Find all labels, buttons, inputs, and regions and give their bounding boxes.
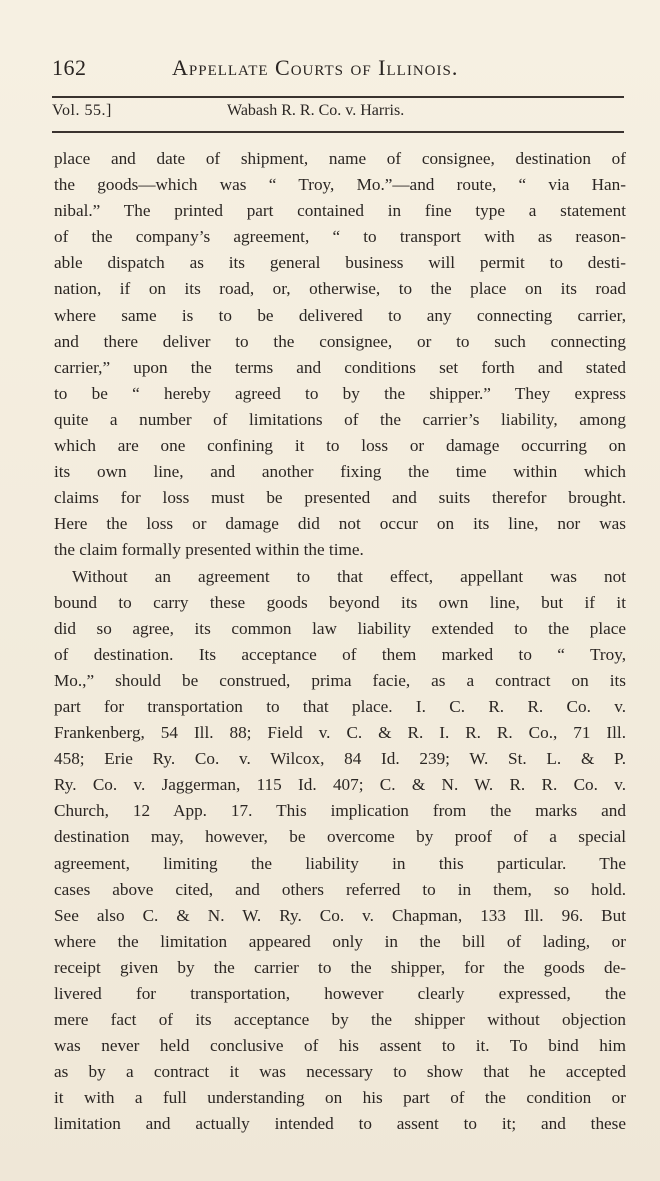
text-line: its own line, and another fixing the time within which — [54, 462, 626, 482]
text-line: it with a full understanding on his part of the condition or — [54, 1088, 626, 1108]
header-rule-bottom — [52, 131, 624, 133]
volume-label: Vol. 55.] — [52, 102, 112, 119]
text-line: receipt given by the carrier to the shipper, for the goods de- — [54, 957, 626, 977]
text-line: did so agree, its common law liability extended to the place — [54, 618, 626, 638]
running-head — [52, 55, 622, 91]
case-title: Wabash R. R. Co. v. Harris. — [227, 102, 405, 119]
page-number: 162 — [52, 55, 87, 80]
running-title: Appellate Courts of Illinois. — [172, 55, 459, 80]
text-line: Here the loss or damage did not occur on its line, nor was — [54, 514, 626, 534]
text-line: where the limitation appeared only in the bill of lading, or — [54, 931, 626, 951]
text-line: place and date of shipment, name of consignee, destination of — [54, 149, 626, 168]
text-line: where same is to be delivered to any connecting carrier, — [54, 305, 626, 325]
text-line: mere fact of its acceptance by the shipper without objection — [54, 1010, 626, 1030]
text-line: to be “ hereby agreed to by the shipper.” They express — [54, 383, 626, 403]
text-line: carrier,” upon the terms and conditions set forth and stated — [54, 357, 626, 377]
text-line: agreement, limiting the liability in this particular. The — [54, 853, 626, 873]
text-line: part for transportation to that place. I. C. R. R. Co. v. — [54, 696, 626, 716]
text-line: Frankenberg, 54 Ill. 88; Field v. C. & R. I. R. R. Co., 71 Ill. — [54, 723, 626, 743]
text-line: Church, 12 App. 17. This implication from the marks and — [54, 801, 626, 821]
text-line: of the company’s agreement, “ to transport with as reason- — [54, 227, 626, 247]
text-line: the goods—which was “ Troy, Mo.”—and route, “ via Han- — [54, 175, 626, 195]
text-line: was never held conclusive of his assent to it. To bind him — [54, 1036, 626, 1056]
text-line: and there deliver to the consignee, or to such connecting — [54, 331, 626, 351]
text-line: See also C. & N. W. Ry. Co. v. Chapman, 133 Ill. 96. But — [54, 905, 626, 925]
text-line: bound to carry these goods beyond its own line, but if it — [54, 592, 626, 612]
text-line: cases above cited, and others referred to in them, so hold. — [54, 879, 626, 899]
text-line: able dispatch as its general business will permit to desti- — [54, 253, 626, 273]
text-line: limitation and actually intended to assent to it; and these — [54, 1114, 626, 1134]
text-line: of destination. Its acceptance of them marked to “ Troy, — [54, 644, 626, 664]
text-line: livered for transportation, however clearly expressed, the — [54, 984, 626, 1003]
text-line: nibal.” The printed part contained in fine type a statement — [54, 201, 626, 221]
text-line: as by a contract it was necessary to show that he accepted — [54, 1062, 626, 1082]
text-line: quite a number of limitations of the carrier’s liability, among — [54, 409, 626, 429]
text-line: the claim formally presented within the time. — [54, 540, 364, 560]
opinion-text — [54, 146, 626, 1138]
text-line: destination may, however, be overcome by proof of a special — [54, 827, 626, 847]
text-line: which are one confining it to loss or damage occurring on — [54, 436, 626, 456]
text-line: claims for loss must be presented and suits therefor brought. — [54, 488, 626, 508]
text-line: Mo.,” should be construed, prima facie, as a contract on its — [54, 670, 626, 690]
text-line: 458; Erie Ry. Co. v. Wilcox, 84 Id. 239; W. St. L. & P. — [54, 749, 626, 769]
case-subheader — [52, 102, 624, 126]
text-line: Ry. Co. v. Jaggerman, 115 Id. 407; C. & N. W. R. R. Co. v. — [54, 775, 626, 795]
text-line: nation, if on its road, or, otherwise, to the place on its road — [54, 279, 626, 299]
header-rule-top — [52, 96, 624, 98]
paragraph-start-line: Without an agreement to that effect, appellant was not — [72, 566, 626, 586]
